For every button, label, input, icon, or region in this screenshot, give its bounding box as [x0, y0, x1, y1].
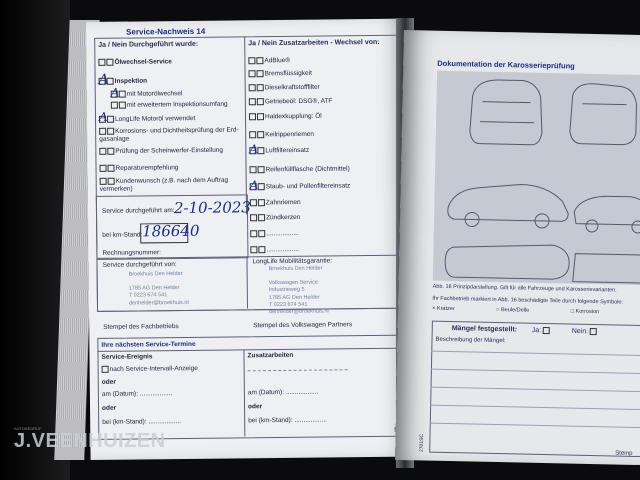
check-mark-pollenfilter: A [249, 178, 259, 193]
service-date-label: Service durchgeführt am: [101, 207, 175, 215]
footer-stamp-label: Stemp [615, 450, 633, 457]
check-mark-longlife: A [98, 109, 108, 124]
car-diagram [433, 71, 640, 285]
service-page-title: Service-Nachweis 14 [126, 26, 206, 37]
stamp-right-label: Stempel des Volkswagen Partners [253, 321, 353, 330]
am-datum-2: am (Datum): .................. [247, 388, 319, 397]
oder-2: oder [102, 404, 117, 412]
longlife-label: LongLife Mobilitätsgarantie: [252, 257, 333, 266]
stamp-left-label: Stempel des Fachbetriebs [103, 323, 179, 331]
col-left-header: Ja / Nein Durchgeführt wurde: [98, 40, 199, 49]
next-col1: Service-Ereignis [101, 353, 153, 361]
bodywork-title: Dokumentation der Karosserieprüfung [437, 58, 575, 71]
symbol-instruction: Ihr Fachbetrieb markiert in Abb. 16 beschädigte Teile durch folgende Symbole: [432, 295, 624, 306]
car-outlines [433, 71, 640, 285]
km-label: bei km-Stand: [102, 231, 143, 239]
next-interval: nach Service-Intervall-Anzeige [102, 365, 198, 373]
nein-option: Nein: [572, 328, 598, 336]
list-item: Dieselkraftstofffilter [249, 84, 320, 92]
list-item: Luftfiltereinsatz [249, 147, 309, 155]
list-item: .................. [250, 230, 299, 238]
list-item: Kundenwunsch (z.B. nach dem Auftrag vermerken) [99, 176, 229, 194]
list-item: Ölwechsel-Service [98, 58, 172, 66]
col-right-header: Ja / Nein Zusatzarbeiten - Wechsel von: [248, 38, 380, 48]
list-item: Reparaturempfehlung [99, 164, 178, 172]
defects-description-label: Beschreibung der Mängel: [435, 336, 506, 345]
list-item: Getriebeöl: DSG®, ATF [249, 97, 333, 105]
ja-option: Ja: [532, 327, 551, 335]
check-mark-inspektion: A [98, 71, 109, 88]
list-item: Korrosions- und Dichtheitsprüfung der Erd-gasanlage [99, 126, 239, 144]
next-col2: Zusatzarbeiten [247, 351, 294, 360]
list-item: mit erweitertem Inspektionsumfang [111, 101, 228, 109]
list-item: Reifenfüllflasche (Dichtmittel) [250, 165, 350, 173]
list-item: Inspektion [99, 77, 148, 85]
figure-caption: Abb. 16 Prinzipdarstellung. Gilt für alle Fahrzeuge und Karosserievarianten. [432, 283, 617, 294]
service-date-value: 2-10-2023 [173, 198, 251, 218]
km-value: 186640 [142, 221, 200, 241]
next-service-title: Ihre nächsten Service-Termine [101, 340, 196, 349]
stamp-right: Broekhuis Den Helder Volkswagen Service Industrieweg 5 1785 AG Den Helder T 0223 674 541 denhelder@broekhuis.nl [268, 265, 329, 315]
dealer-watermark-logo: J.VEENHUIZEN [14, 430, 166, 452]
list-item: AdBlue® [248, 57, 290, 65]
service-page [86, 19, 411, 460]
list-item: .................. [250, 246, 299, 254]
list-item: Prüfung der Scheinwerfer-Einstellung [99, 147, 223, 156]
symbol-legend: × Kratzer ○ Beule/Delle □ Korrosion [432, 305, 600, 316]
watermark-sub: AUTOBEDRIJF [14, 426, 42, 431]
side-code: 2701SC [418, 433, 426, 453]
bodywork-page [395, 30, 640, 465]
performed-by-label: Service durchgeführt von: [102, 261, 177, 269]
check-mark-motoroel: A [110, 85, 120, 100]
defects-title: Mängel festgestellt: [451, 325, 518, 334]
bei-km-2: bei (km-Stand): .................. [248, 416, 327, 425]
list-item: Bremsflüssigkeit [249, 70, 312, 78]
stamp-left: Broekhuis Den Helder 1785 AG Den Helder T 0223 674 541 denhelder@broekhuis.nl [128, 271, 189, 307]
list-item: Haldexkupplung: Öl [249, 113, 322, 121]
oder-3: oder [248, 403, 263, 411]
list-item: Staub- und Pollenfiltereinsatz [250, 182, 351, 190]
oder-1: oder [101, 378, 116, 386]
invoice-label: Rechnungsnummer: [102, 249, 161, 257]
list-item: Keilrippenriemen [249, 131, 314, 139]
list-item: LongLife Motoröl verwendet [99, 115, 195, 123]
am-datum-1: am (Datum): .................. [101, 390, 173, 398]
list-item: Zündkerzen [250, 214, 300, 222]
check-mark-luftfilter: A [249, 142, 259, 157]
list-item: Zahnriemen [250, 199, 301, 207]
bei-km-1: bei (km-Stand): .................. [102, 418, 181, 426]
list-item: mit Motorölwechsel [111, 90, 183, 98]
